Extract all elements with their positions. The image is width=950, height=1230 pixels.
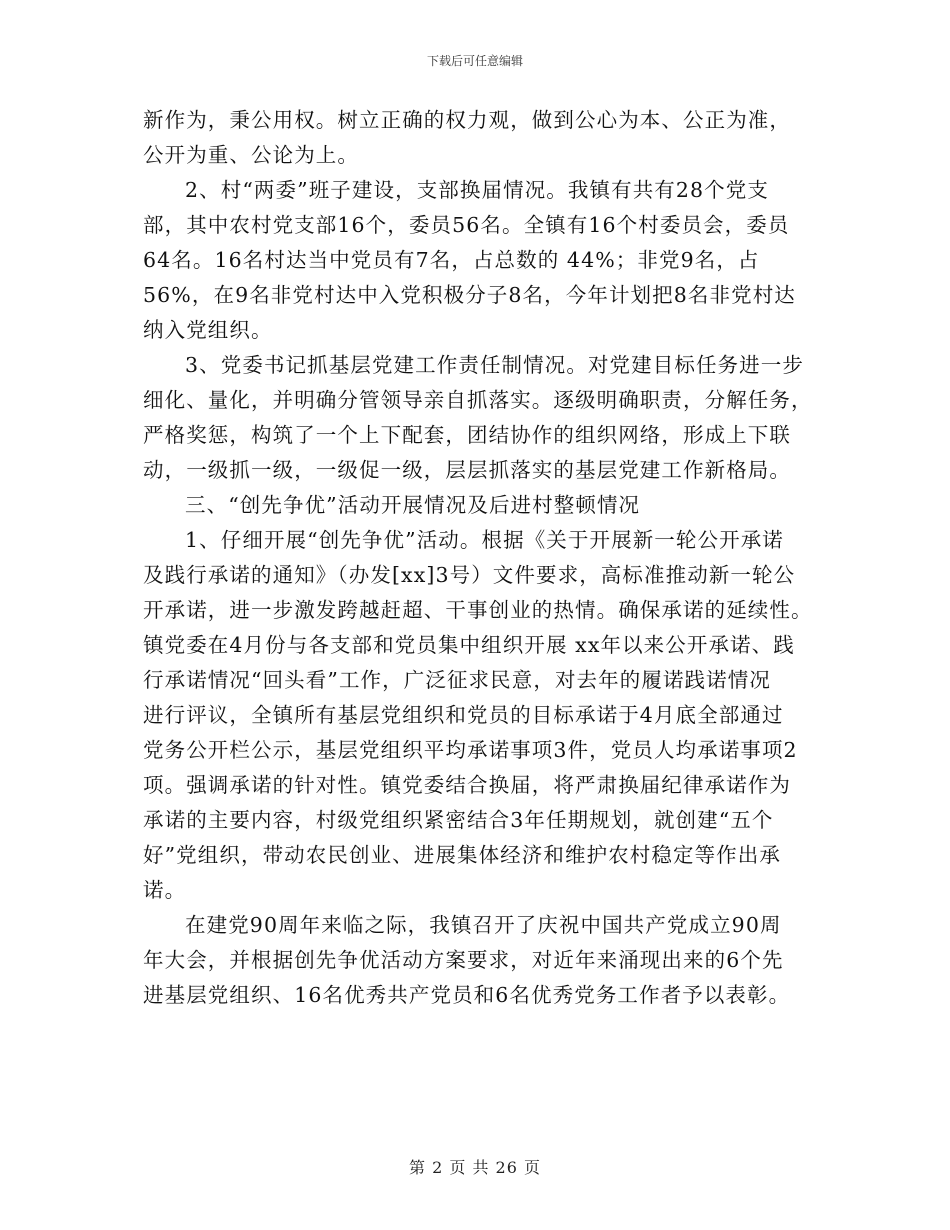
text-line: 部，其中农村党支部16个，委员56名。全镇有16个村委员会，委员 <box>143 213 790 237</box>
text-line: 项。强调承诺的针对性。镇党委结合换届，将严肃换届纪律承诺作为 <box>143 773 791 797</box>
text-line: 年大会，并根据创先争优活动方案要求，对近年来涌现出来的6个先 <box>143 948 784 972</box>
text-line: 承诺的主要内容，村级党组织紧密结合3年任期规划，就创建“五个 <box>143 808 774 832</box>
text-line: 动，一级抓一级，一级促一级，层层抓落实的基层党建工作新格局。 <box>143 458 791 482</box>
text-line: 56%，在9名非党村达中入党积极分子8名，今年计划把8名非党村达 <box>143 283 796 307</box>
text-line: 细化、量化，并明确分管领导亲自抓落实。逐级明确职责，分解任务， <box>143 388 813 412</box>
text-line: 1、仔细开展“创先争优”活动。根据《关于开展新一轮公开承诺 <box>185 528 784 552</box>
text-line: 纳入党组织。 <box>143 318 273 342</box>
text-line: 在建党90周年来临之际，我镇召开了庆祝中国共产党成立90周 <box>185 913 782 937</box>
text-line: 64名。16名村达当中党员有7名，占总数的 44%；非党9名，占 <box>143 248 760 272</box>
text-line: 好”党组织，带动农民创业、进展集体经济和维护农村稳定等作出承 <box>143 843 781 867</box>
text-line: 诺。 <box>143 878 187 902</box>
section-heading: 三、“创先争优”活动开展情况及后进村整顿情况 <box>185 493 641 517</box>
text-line: 行承诺情况“回头看”工作，广泛征求民意，对去年的履诺践诺情况 <box>143 668 771 692</box>
page-number: 第 2 页 共 26 页 <box>409 1158 541 1177</box>
text-line: 进基层党组织、16名优秀共产党员和6名优秀党务工作者予以表彰。 <box>143 983 791 1007</box>
text-line: 开承诺，进一步激发跨越赶超、干事创业的热情。确保承诺的延续性。 <box>143 598 813 622</box>
text-line: 新作为，秉公用权。树立正确的权力观，做到公心为本、公正为准， <box>143 108 791 132</box>
text-line: 严格奖惩，构筑了一个上下配套，团结协作的组织网络，形成上下联 <box>143 423 791 447</box>
document-body <box>143 103 813 1013</box>
text-line: 2、村“两委”班子建设，支部换届情况。我镇有共有28个党支 <box>185 178 769 202</box>
text-line: 3、党委书记抓基层党建工作责任制情况。对党建目标任务进一步 <box>185 353 804 377</box>
text-line: 公开为重、公论为上。 <box>143 143 359 167</box>
text-line: 及践行承诺的通知》（办发[xx]3号）文件要求，高标准推动新一轮公 <box>143 563 796 587</box>
text-line: 镇党委在4月份与各支部和党员集中组织开展 xx年以来公开承诺、践 <box>143 633 795 657</box>
text-line: 进行评议，全镇所有基层党组织和党员的目标承诺于4月底全部通过 <box>143 703 784 727</box>
page-header: 下载后可任意编辑 <box>426 54 523 68</box>
text-line: 党务公开栏公示，基层党组织平均承诺事项3件，党员人均承诺事项2 <box>143 738 798 762</box>
